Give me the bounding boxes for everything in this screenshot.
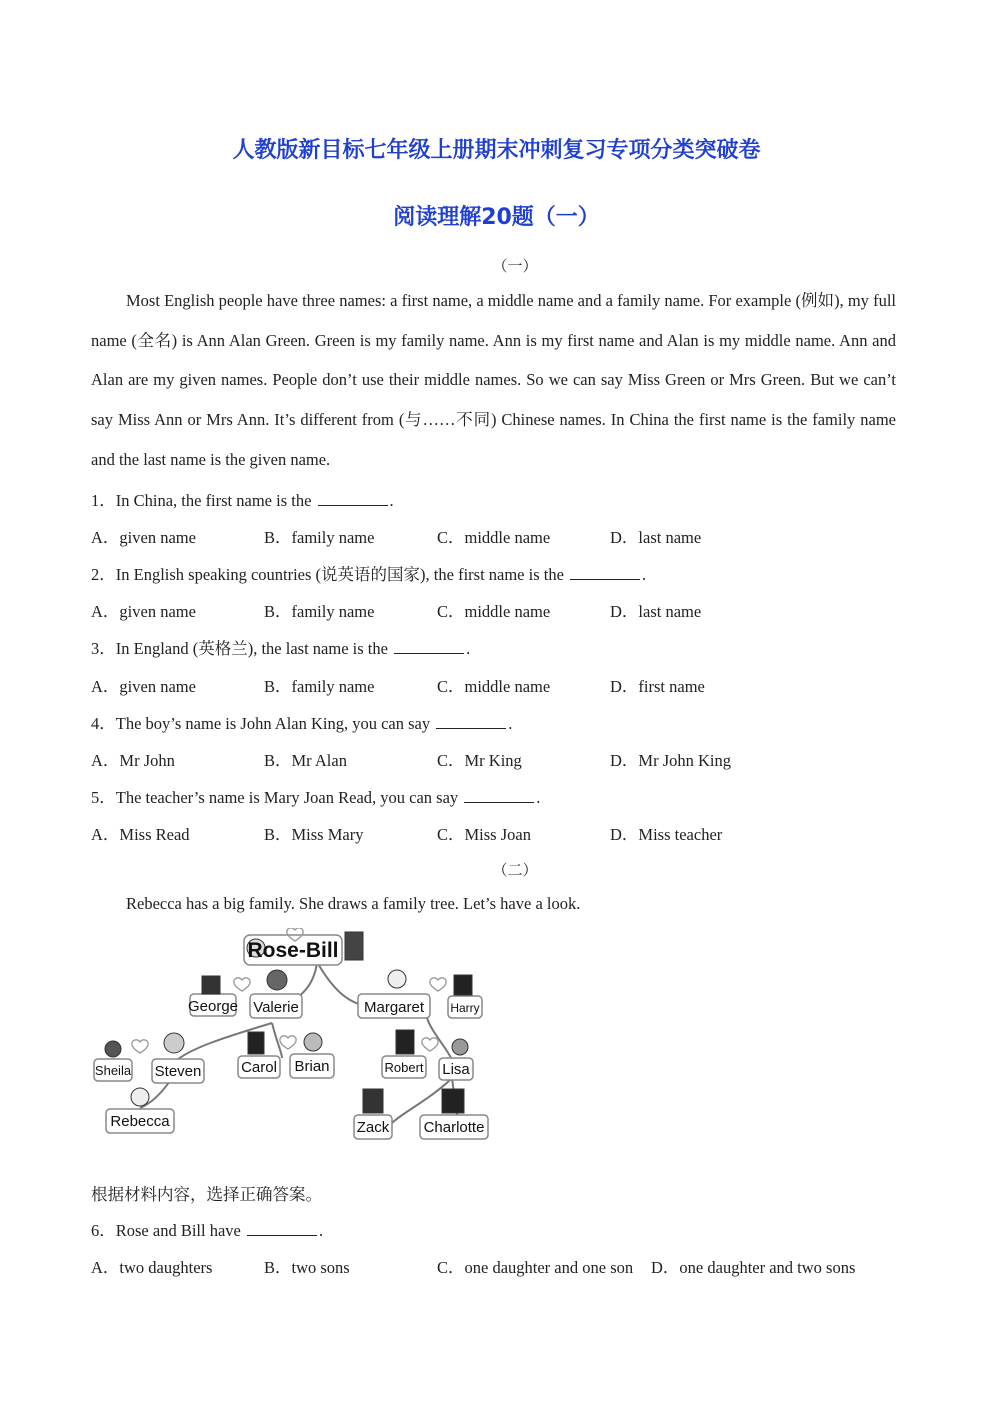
- portrait-icon: [363, 1089, 383, 1113]
- tree-label-george: George: [187, 998, 239, 1015]
- q2-option-d: D．last name: [610, 602, 702, 621]
- q2-option-c: C．middle name: [437, 602, 551, 621]
- q6-option-b: B．two sons: [264, 1258, 350, 1277]
- portrait-icon: [105, 1041, 121, 1057]
- portrait-icon: [202, 976, 220, 994]
- q6-option-d: D．one daughter and two sons: [651, 1258, 856, 1277]
- q2-option-b: B．family name: [264, 602, 375, 621]
- q5-option-d: D．Miss teacher: [610, 825, 723, 844]
- section-label-2: （二）: [492, 863, 538, 879]
- answer-blank: [247, 1223, 317, 1236]
- tree-label-charlotte: Charlotte: [423, 1119, 485, 1136]
- q3-option-b: B．family name: [264, 677, 375, 696]
- question-3: 3．In England (英格兰), the last name is the .: [91, 639, 471, 658]
- portrait-icon: [452, 1039, 468, 1055]
- tree-label-steven: Steven: [154, 1063, 202, 1080]
- portrait-icon: [267, 970, 287, 990]
- question-6: 6．Rose and Bill have .: [91, 1221, 324, 1240]
- page-subtitle: 阅读理解20题（一）: [393, 205, 600, 230]
- answer-blank: [394, 641, 464, 654]
- q5-option-b: B．Miss Mary: [264, 825, 364, 844]
- answer-blank: [570, 567, 640, 580]
- q3-option-c: C．middle name: [437, 677, 551, 696]
- tree-label-valerie: Valerie: [253, 999, 299, 1016]
- portrait-icon: [304, 1033, 322, 1051]
- page-title: 人教版新目标七年级上册期末冲刺复习专项分类突破卷: [232, 138, 761, 163]
- q4-option-d: D．Mr John King: [610, 751, 732, 770]
- question-4: 4．The boy’s name is John Alan King, you can say .: [91, 714, 513, 733]
- q1-option-c: C．middle name: [437, 528, 551, 547]
- tree-label-lisa: Lisa: [442, 1061, 470, 1078]
- tree-label-harry: Harry: [450, 1001, 480, 1015]
- passage-1: Most English people have three names: a first name, a middle name and a family name. For example (例如), my full name (全名) is Ann Alan Green. Green is my family name. Ann is my first name and Alan is my middle name. Ann and Alan are my given names. People don’t use their middle names. So we can say Miss Green or Mrs Green. But we can’t say Miss Ann or Mrs Ann. It’s different from (与……不同) Chinese names. In China the first name is the family name and the last name is the given name.: [91, 291, 896, 469]
- tree-label-zack: Zack: [356, 1119, 390, 1136]
- q3-option-d: D．first name: [610, 677, 705, 696]
- answer-blank: [464, 790, 534, 803]
- q2-option-a: A．given name: [91, 602, 196, 621]
- tree-label-carol: Carol: [241, 1059, 277, 1076]
- portrait-icon: [388, 970, 406, 988]
- portrait-icon: [454, 975, 472, 995]
- q1-option-a: A．given name: [91, 528, 196, 547]
- answer-blank: [318, 493, 388, 506]
- portrait-icon: [345, 932, 363, 960]
- q6-option-a: A．two daughters: [91, 1258, 213, 1277]
- family-tree-figure: [92, 928, 492, 1143]
- portrait-icon: [442, 1089, 464, 1113]
- answer-blank: [436, 716, 506, 729]
- q4-option-c: C．Mr King: [437, 751, 522, 770]
- passage-2-intro: Rebecca has a big family. She draws a family tree. Let’s have a look.: [126, 894, 581, 913]
- question-2: 2．In English speaking countries (说英语的国家), the first name is the .: [91, 565, 647, 584]
- portrait-icon: [396, 1030, 414, 1054]
- q5-option-a: A．Miss Read: [91, 825, 190, 844]
- portrait-icon: [248, 1032, 264, 1054]
- q6-option-c: C．one daughter and one son: [437, 1258, 634, 1277]
- question-1: 1．In China, the first name is the .: [91, 491, 394, 510]
- q1-option-d: D．last name: [610, 528, 702, 547]
- tree-label-sheila: Sheila: [94, 1063, 132, 1078]
- question-5: 5．The teacher’s name is Mary Joan Read, you can say .: [91, 788, 541, 807]
- portrait-icon: [131, 1088, 149, 1106]
- section-label-1: （一）: [492, 259, 538, 275]
- tree-label-root: Rose-Bill: [247, 939, 339, 962]
- q5-option-c: C．Miss Joan: [437, 825, 531, 844]
- tree-label-margaret: Margaret: [363, 999, 425, 1016]
- heart-icon: [430, 978, 446, 991]
- q3-option-a: A．given name: [91, 677, 196, 696]
- heart-icon: [422, 1038, 438, 1051]
- tree-label-brian: Brian: [294, 1058, 330, 1075]
- q4-option-b: B．Mr Alan: [264, 751, 347, 770]
- q4-option-a: A．Mr John: [91, 751, 175, 770]
- q1-option-b: B．family name: [264, 528, 375, 547]
- instruction: 根据材料内容，选择正确答案。: [91, 1185, 322, 1204]
- heart-icon: [132, 1040, 148, 1053]
- heart-icon: [280, 1036, 296, 1049]
- portrait-icon: [164, 1033, 184, 1053]
- tree-label-robert: Robert: [384, 1060, 424, 1075]
- tree-label-rebecca: Rebecca: [110, 1113, 170, 1130]
- heart-icon: [234, 978, 250, 991]
